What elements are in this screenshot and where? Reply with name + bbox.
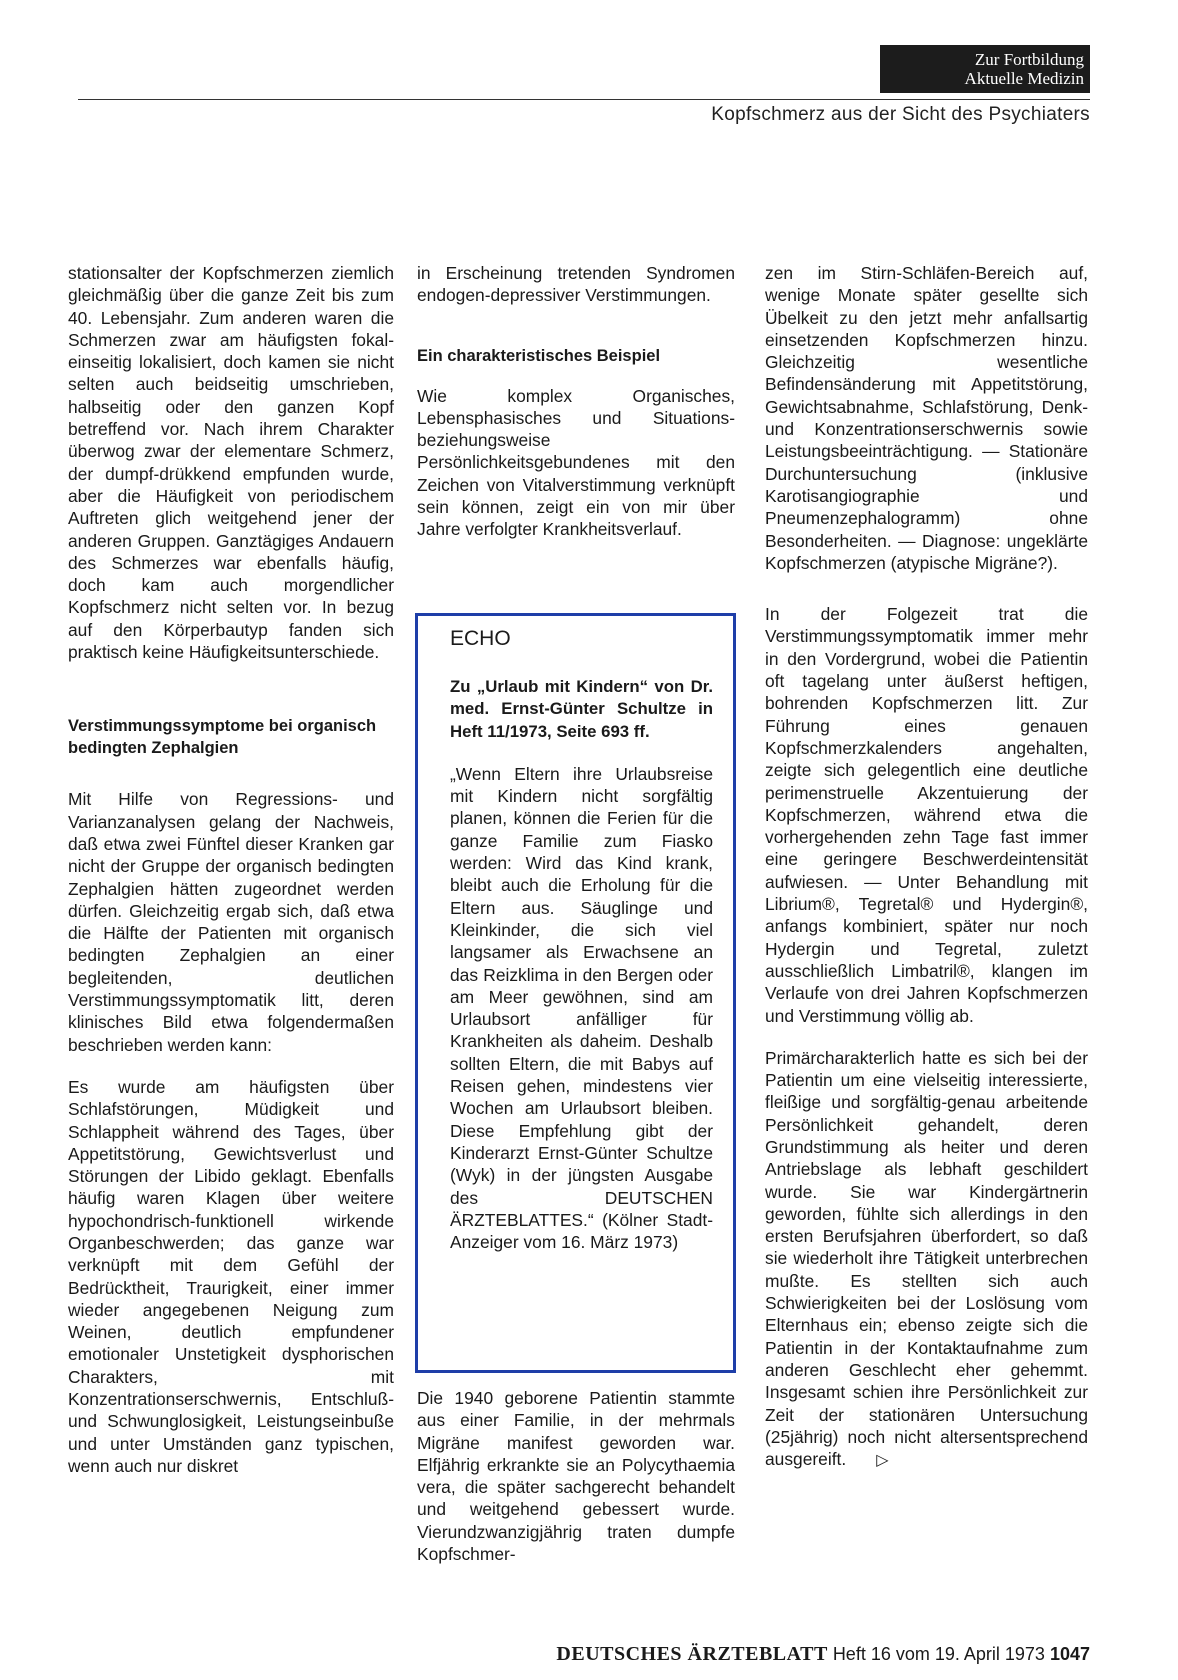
running-title: Kopfschmerz aus der Sicht des Psychiaters: [711, 104, 1090, 125]
continue-arrow-icon: ▷: [876, 1452, 889, 1470]
echo-body: „Wenn Eltern ihre Urlaubsreise mit Kindern nicht sorgfältig planen, können die Ferien für die ganze Familie zum Fiasko werden: Wird das Kind krank, bleibt auch die Erholung für die Eltern aus. Säuglinge und Kleinkinder, die sich viel langsamer als Erwachsene an das Reizklima in den Bergen oder am Meer gewöhnen, sind am Urlaubsort anfälliger für Krankheiten als daheim. Deshalb sollten Eltern, die mit Babys auf Reisen gehen, mindestens vier Wochen am Urlaubsort bleiben. Diese Empfehlung gibt der Kinderarzt Ernst-Günter Schultze (Wyk) in der jüngsten Ausgabe des DEUTSCHEN ÄRZTEBLATTES.“ (Kölner Stadt-Anzeiger vom 16. März 1973): [450, 763, 713, 1253]
section-label-line2: Aktuelle Medizin: [964, 69, 1084, 88]
column-2-paragraph-3: Die 1940 geborene Patientin stammte aus einer Familie, in der mehrmals Migräne manifest geworden war. Elfjährig erkrankte sie an Polycythaemia vera, die später sachgerecht behandelt und weitgehend gebessert wurde. Vierundzwanzigjährig traten dumpfe Kopfschmer-: [417, 1388, 735, 1565]
column-1-paragraph-1: stationsalter der Kopfschmerzen ziemlich gleichmäßig über die ganze Zeit bis zum 40. Lebensjahr. Zum anderen waren die Schmerzen zwar am häufigsten fokal-einseitig lokalisiert, doch kamen sie nicht selten auch beidseitig umschrieben, halbseitig oder den ganzen Kopf betreffend vor. Nach ihrem Charakter überwog zwar der elementare Schmerz, der dumpf-drükkend empfunden wurde, aber die Häufigkeit von periodischem Auftreten glich weitgehend jener der anderen Gruppen. Ganztägiges Andauern des Schmerzes war ebenfalls häufig, doch kam auch morgendlicher Kopfschmerz nicht selten vor. In bezug auf den Körperbautyp fanden sich praktisch keine Häufigkeitsunterschiede.: [68, 263, 394, 663]
column-1: [68, 262, 394, 1477]
column-1-paragraph-2: Mit Hilfe von Regressions- und Varianzanalysen gelang der Nachweis, daß etwa zwei Fünftel dieser Kranken gar nicht der Gruppe der organisch bedingten Zephalgien hätten zugeordnet werden dürfen. Gleichzeitig ergab sich, daß etwa die Hälfte der Patienten mit organisch bedingten Zephalgien an einer begleitenden, deutlichen Verstimmungssymptomatik litt, deren klinisches Bild etwa folgendermaßen beschrieben werden kann:: [68, 789, 394, 1055]
page-number: 1047: [1049, 1644, 1090, 1664]
column-2-paragraph-1: in Erscheinung tretenden Syndromen endogen-depressiver Verstimmungen.: [417, 263, 735, 306]
echo-title: ECHO: [450, 627, 511, 650]
journal-name: DEUTSCHES ÄRZTEBLATT: [556, 1643, 828, 1665]
header-rule: [78, 99, 1090, 100]
column-3: [765, 262, 1088, 1472]
column-1-heading: Verstimmungssymptome bei organisch bedingten Zephalgien: [68, 717, 377, 758]
echo-headline: Zu „Urlaub mit Kindern“ von Dr. med. Ernst-Günter Schultze in Heft 11/1973, Seite 693 ff.: [450, 677, 713, 741]
footer: [556, 1643, 1090, 1666]
section-label: [880, 45, 1090, 93]
section-label-line1: Zur Fortbildung: [974, 50, 1084, 69]
column-1-paragraph-3: Es wurde am häufigsten über Schlafstörungen, Müdigkeit und Schlappheit während des Tages, über Appetitstörung, Gewichtsverlust und Störungen der Libido geklagt. Ebenfalls häufig waren Klagen über weitere hypochondrisch-funktionell wirkende Organbeschwerden; das ganze war verknüpft mit dem Gefühl der Bedrücktheit, Traurigkeit, einer immer wieder angegebenen Neigung zum Weinen, deutlich empfundener emotionaler Unstetigkeit dysphorischen Charakters, mit Konzentrationserschwernis, Entschluß- und Schwunglosigkeit, Leistungseinbuße und unter Umständen ganz typischen, wenn auch nur diskret: [68, 1076, 394, 1476]
column-3-paragraph-3-text: Primärcharakterlich hatte es sich bei der Patientin um eine vielseitig interessierte, fleißige und sorgfältig-genau arbeitende Persönlichkeit gehandelt, deren Grundstimmung als heiter und deren Antriebslage als lebhaft geschildert wurde. Sie war Kindergärtnerin geworden, fühlte sich allerdings in den ersten Berufsjahren überfordert, so daß sie wiederholt ihre Tätigkeit unterbrechen mußte. Es stellten sich auch Schwierigkeiten bei der Loslösung vom Elternhaus ein; ebenso zeigte sich die Patientin in der Kontaktaufnahme zum anderen Geschlecht eher gehemmt. Insgesamt schien ihre Persönlichkeit zur Zeit der stationären Untersuchung (25jährig) noch nicht altersentsprechend ausgereift.: [765, 1047, 1088, 1470]
echo-box: [415, 613, 736, 1373]
column-3-paragraph-1: zen im Stirn-Schläfen-Bereich auf, wenige Monate später gesellte sich Übelkeit zu den jetzt mehr anfallsartig einsetzenden Kopfschmerzen hinzu. Gleichzeitig wesentliche Befindensänderung mit Appetitstörung, Gewichtsabnahme, Schlafstörung, Denk- und Konzentrationserschwernis sowie Leistungsbeeinträchtigung. — Stationäre Durchuntersuchung (inklusive Karotisangiographie und Pneumenzephalogramm) ohne Besonderheiten. — Diagnose: ungeklärte Kopfschmerzen (atypische Migräne?).: [765, 263, 1088, 573]
issue-info: Heft 16 vom 19. April 1973: [832, 1644, 1045, 1664]
column-2-paragraph-2: Wie komplex Organisches, Lebensphasisches und Situations- beziehungsweise Persönlichkeitsgebundenes mit den Zeichen von Vitalverstimmung verknüpft sein können, zeigt ein von mir über Jahre verfolgter Krankheitsverlauf.: [417, 385, 735, 540]
column-3-paragraph-3: [765, 1047, 1088, 1473]
column-3-paragraph-2: In der Folgezeit trat die Verstimmungssymptomatik immer mehr in den Vordergrund, wobei die Patientin oft tagelang unter äußerst heftigen, bohrenden Kopfschmerzen litt. Zur Führung eines genauen Kopfschmerzkalenders angehalten, zeigte sich gelegentlich eine deutliche perimenstruelle Akzentuierung der Kopfschmerzen, während etwa die vorhergehenden zehn Tage fast immer eine geringere Beschwerdeintensität aufwiesen. — Unter Behandlung mit Librium®, Tegretal® und Hydergin®, anfangs kombiniert, später nur noch Hydergin und Tegretal, zuletzt ausschließlich Limbatril®, klangen im Verlaufe von drei Jahren Kopfschmerzen und Verstimmung völlig ab.: [765, 604, 1088, 1026]
column-2-heading: Ein charakteristisches Beispiel: [417, 346, 661, 365]
